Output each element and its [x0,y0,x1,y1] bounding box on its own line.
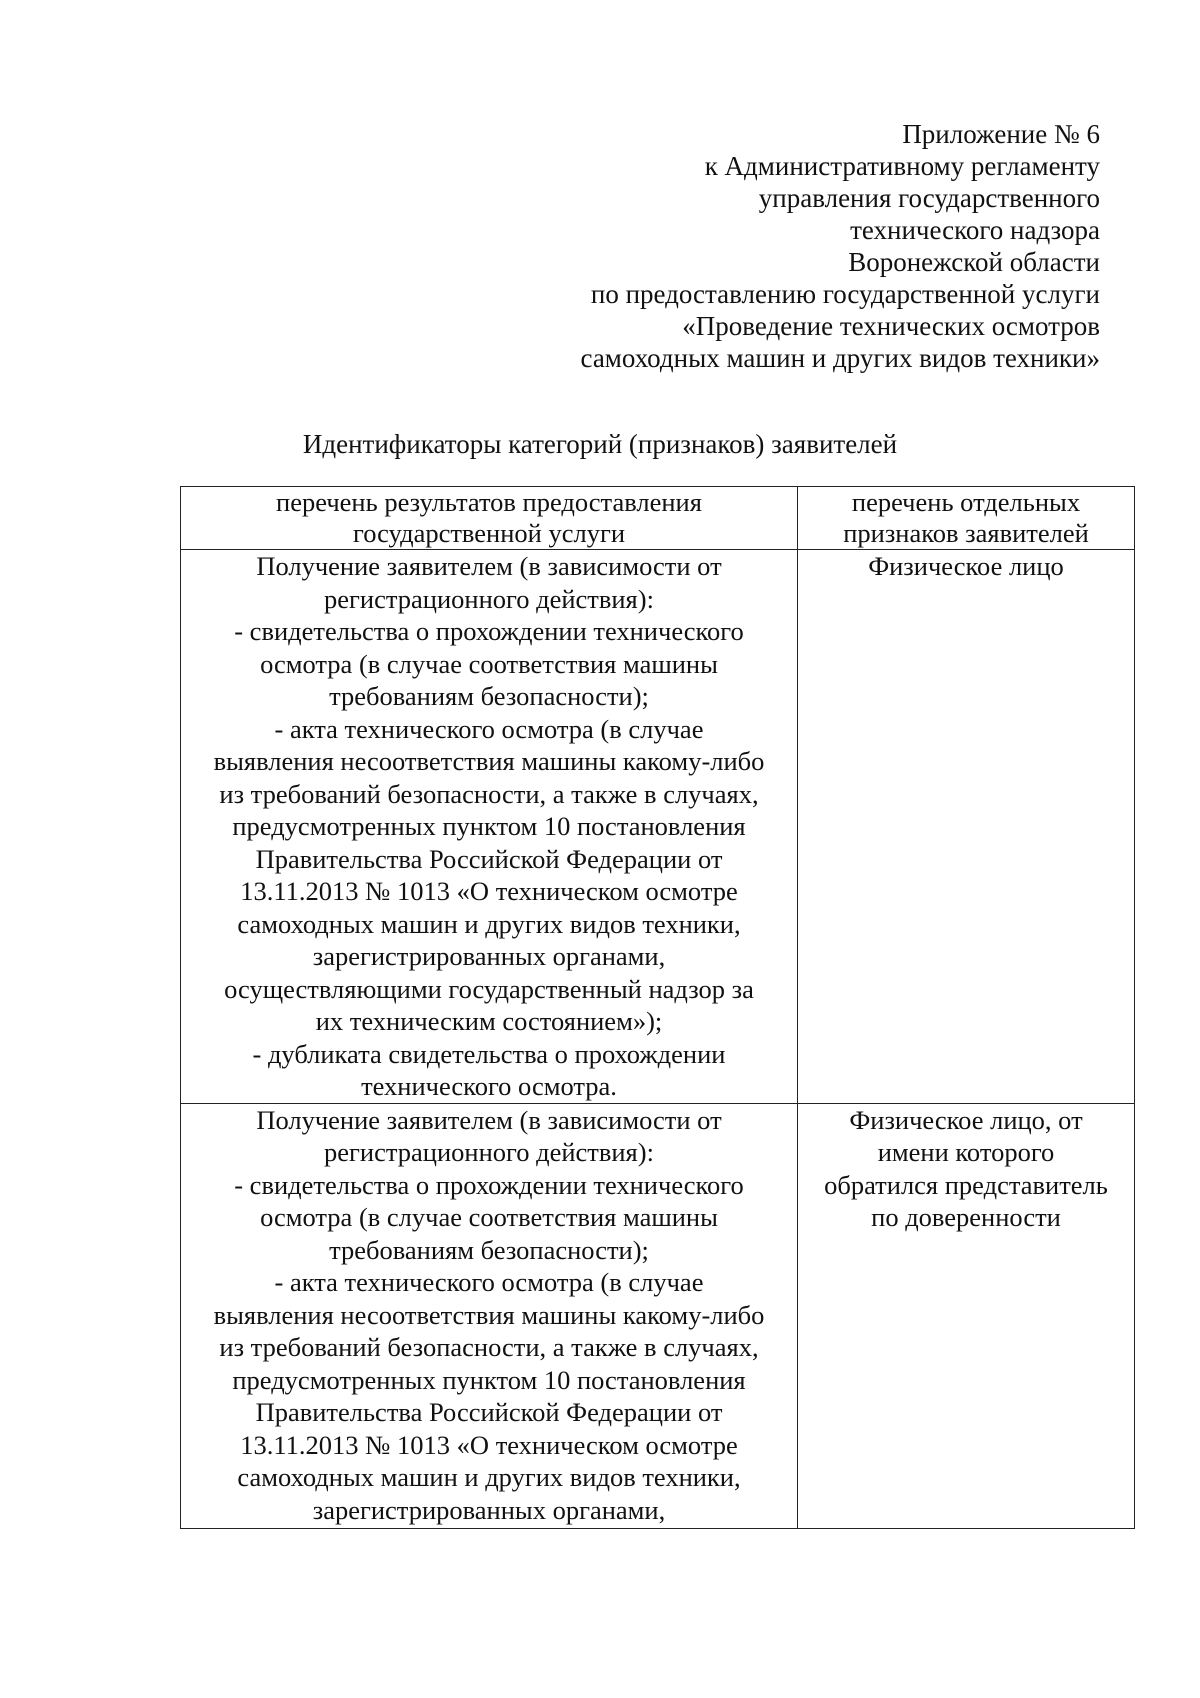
annex-line: технического надзора [850,215,1100,245]
annex-line: Воронежской области [848,247,1100,277]
cell-line: технического осмотра. [361,1071,617,1101]
cell-line: предусмотренных пунктом 10 постановления [232,1364,746,1395]
cell-line: выявления несоответствия машины какому-либо [213,1299,765,1330]
cell-line: самоходных машин и других видов техники, [237,908,741,939]
header-text: признаков заявителей [843,518,1089,548]
applicant-cell [798,1103,1135,1528]
cell-line: предусмотренных пунктом 10 постановления [232,811,746,841]
cell-line: из требований безопасности, а также в случаях, [219,778,759,809]
applicant-cell [798,550,1135,1104]
cell-line: зарегистрированных органами, [312,1494,666,1525]
header-text: государственной услуги [352,518,626,548]
cell-line: - акта технического осмотра (в случае [274,1267,704,1297]
cell-line: Правительства Российской Федерации от [255,1397,723,1427]
annex-line: «Проведение технических осмотров [682,311,1100,341]
cell-line: Физическое лицо [868,551,1064,581]
cell-line: по доверенности [871,1202,1061,1232]
cell-line: Физическое лицо, от [849,1104,1083,1135]
header-text: перечень отдельных [851,487,1081,517]
cell-line: осмотра (в случае соответствия машины [260,648,718,679]
annex-line: управления государственного [758,183,1100,213]
cell-line: из требований безопасности, а также в случаях, [219,1332,759,1362]
annex-header [480,118,1100,374]
cell-line: требованиям безопасности); [329,681,649,711]
cell-line: - свидетельства о прохождении технического [234,1169,744,1200]
header-applicant [798,487,1135,550]
document-title: Идентификаторы категорий (признаков) заявителей [302,429,898,459]
annex-line: самоходных машин и других видов техники» [580,343,1100,373]
results-cell [181,550,798,1104]
cell-line: 13.11.2013 № 1013 «О техническом осмотре [240,876,738,906]
header-results [181,487,798,550]
table-row [181,550,1135,1104]
cell-line: выявления несоответствия машины какому-либо [213,746,765,776]
cell-line: Получение заявителем (в зависимости от [256,551,722,581]
cell-line: требованиям безопасности); [329,1234,649,1265]
cell-line: Правительства Российской Федерации от [255,843,723,874]
applicant-categories-table [180,486,1135,1529]
cell-line: зарегистрированных органами, [312,941,666,971]
cell-line: - дубликата свидетельства о прохождении [252,1038,726,1069]
cell-line: - акта технического осмотра (в случае [274,713,704,744]
results-cell [181,1103,798,1528]
cell-line: самоходных машин и других видов техники, [237,1462,741,1492]
header-text: перечень результатов предоставления [276,487,702,517]
table-row [181,1103,1135,1528]
cell-line: 13.11.2013 № 1013 «О техническом осмотре [240,1429,738,1460]
cell-line: регистрационного действия): [324,583,654,614]
annex-line: по предоставлению государственной услуги [590,279,1100,309]
cell-line: Получение заявителем (в зависимости от [256,1104,722,1135]
cell-line: регистрационного действия): [324,1137,654,1167]
cell-line: имени которого [877,1137,1055,1167]
annex-line: Приложение № 6 [902,119,1100,149]
cell-line: осмотра (в случае соответствия машины [260,1202,718,1232]
cell-line: их техническим состоянием»); [315,1006,663,1036]
cell-line: обратился представитель [824,1169,1108,1200]
annex-line: к Административному регламенту [704,151,1100,181]
cell-line: - свидетельства о прохождении технического [234,616,744,646]
cell-line: осуществляющими государственный надзор за [224,973,754,1004]
table-header-row [181,487,1135,550]
